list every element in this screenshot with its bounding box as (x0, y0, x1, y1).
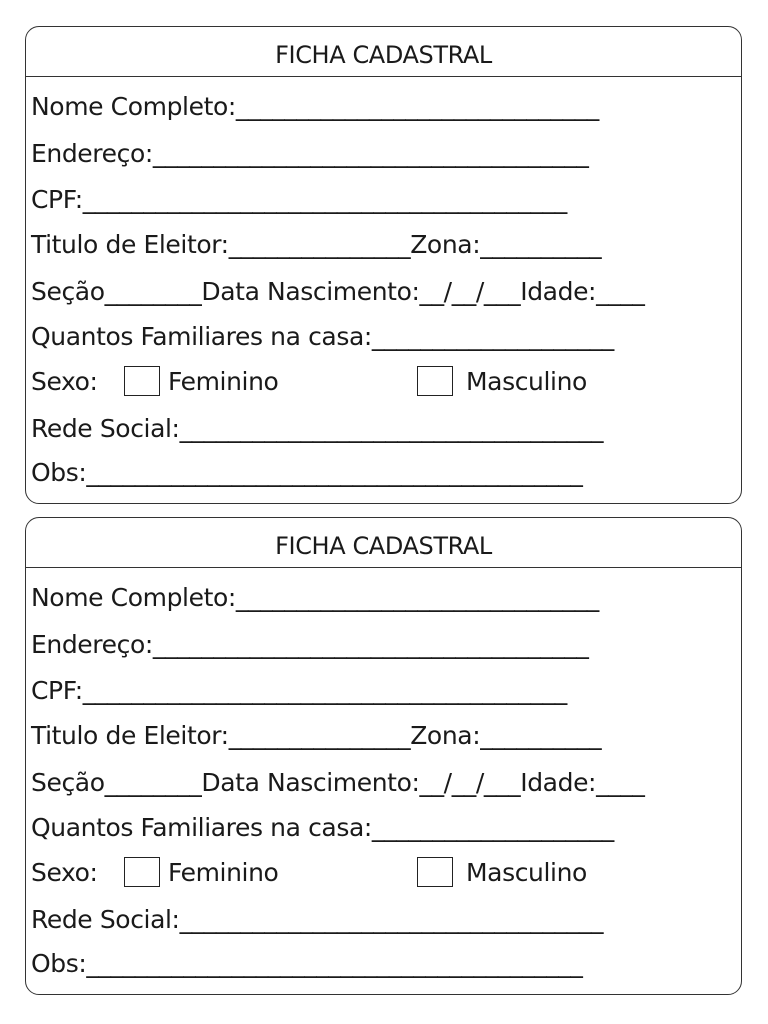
feminino-label: Feminino (168, 858, 279, 887)
field-secao-nascimento-idade[interactable]: Seção________Data Nascimento:__/__/___Idade:____ (31, 277, 645, 306)
card-title: FICHA CADASTRAL (275, 532, 492, 560)
field-nome-completo[interactable]: Nome Completo:______________________________ (31, 92, 599, 121)
field-titulo-zona[interactable]: Titulo de Eleitor:_______________Zona:__________ (31, 721, 602, 750)
field-nome-completo[interactable]: Nome Completo:______________________________ (31, 583, 599, 612)
sexo-label: Sexo: (31, 858, 98, 887)
field-quantos-familiares[interactable]: Quantos Familiares na casa:____________________ (31, 322, 614, 351)
field-cpf[interactable]: CPF:________________________________________ (31, 185, 567, 214)
field-secao-nascimento-idade[interactable]: Seção________Data Nascimento:__/__/___Idade:____ (31, 768, 645, 797)
field-cpf[interactable]: CPF:________________________________________ (31, 676, 567, 705)
field-rede-social[interactable]: Rede Social:___________________________________ (31, 414, 604, 443)
field-endereco[interactable]: Endereço:____________________________________ (31, 630, 589, 659)
field-rede-social[interactable]: Rede Social:___________________________________ (31, 905, 604, 934)
masculino-checkbox[interactable] (417, 857, 453, 887)
field-endereco[interactable]: Endereço:____________________________________ (31, 139, 589, 168)
registration-card-2 (25, 517, 742, 995)
field-quantos-familiares[interactable]: Quantos Familiares na casa:____________________ (31, 813, 614, 842)
masculino-label: Masculino (466, 858, 587, 887)
masculino-checkbox[interactable] (417, 366, 453, 396)
field-obs[interactable]: Obs:_________________________________________ (31, 458, 583, 487)
title-divider (26, 567, 741, 568)
field-titulo-zona[interactable]: Titulo de Eleitor:_______________Zona:__________ (31, 230, 602, 259)
feminino-checkbox[interactable] (124, 857, 160, 887)
card-title: FICHA CADASTRAL (275, 41, 492, 69)
field-obs[interactable]: Obs:_________________________________________ (31, 949, 583, 978)
masculino-label: Masculino (466, 367, 587, 396)
feminino-label: Feminino (168, 367, 279, 396)
registration-card-1 (25, 26, 742, 504)
title-divider (26, 76, 741, 77)
sexo-label: Sexo: (31, 367, 98, 396)
feminino-checkbox[interactable] (124, 366, 160, 396)
